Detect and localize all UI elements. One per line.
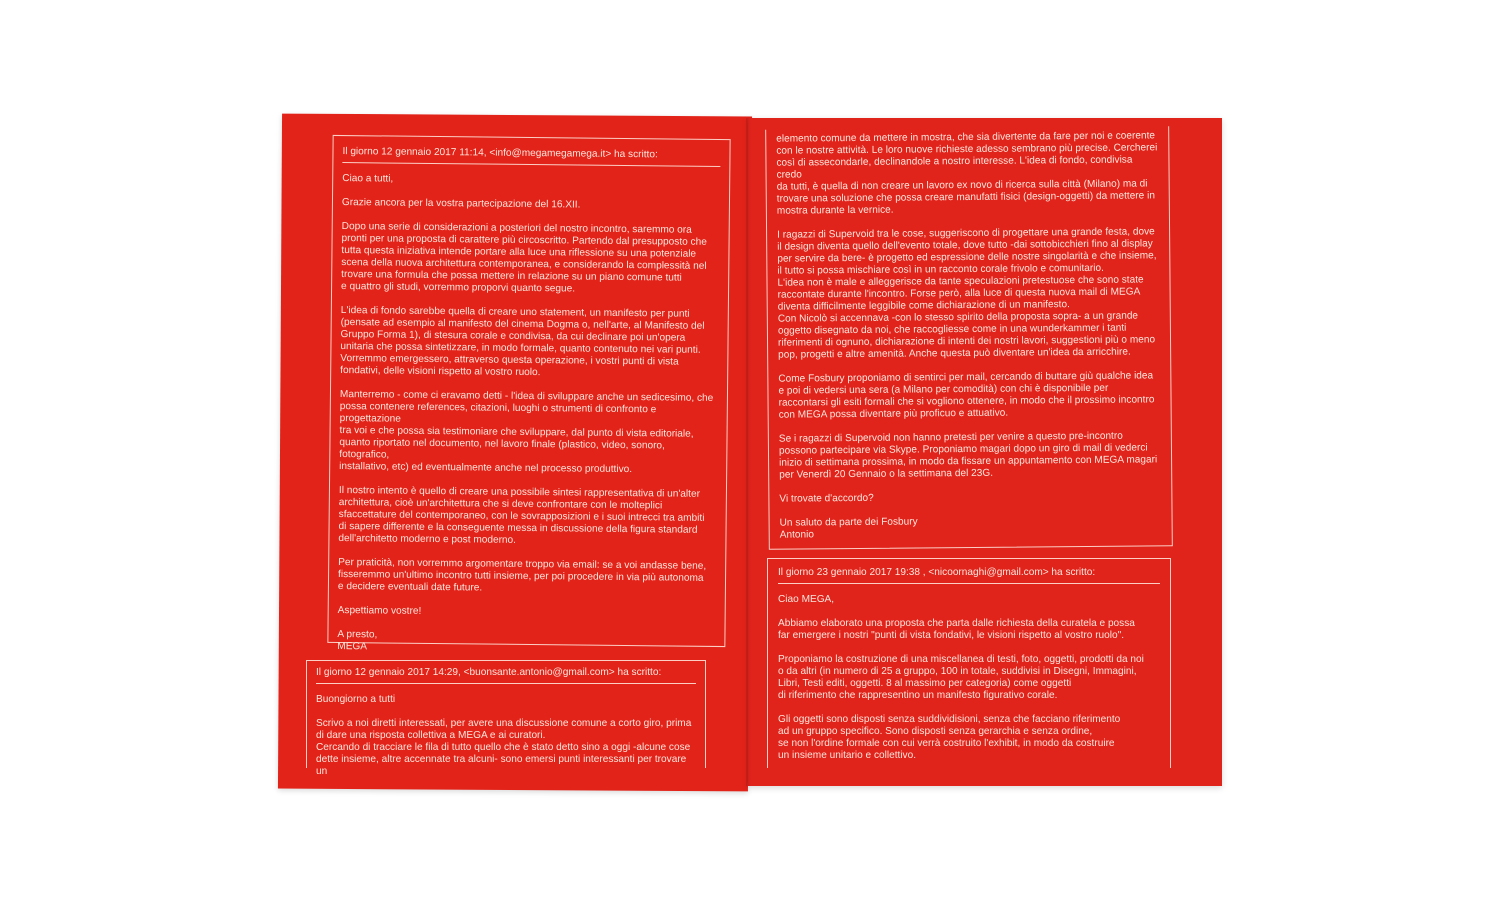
email-paragraph: Il nostro intento è quello di creare una possibile sintesi rappresentativa di un'alter architettura, cioè un'architettura che si deve confrontare con le molteplici sfaccettature del contemporaneo, con le sovrapposizioni e i suoi intrecci tra ambiti di sapere differente e la conseguente messa in discussione della figura standard dell'architetto moderno e post moderno. xyxy=(338,485,705,546)
email-signoff: Un saluto da parte dei Fosbury Antonio xyxy=(779,516,918,541)
email-paragraph: Come Fosbury proponiamo di sentirci per mail, cercando di buttare giù qualche idea e poi di vedersi una sera (a Milano per comodità) con chi è disponibile per raccontarsi gli esiti formali che si vogliono ottenere, in modo che il prossimo incontro con MEGA possa diventare più proficuo e attuativo. xyxy=(778,370,1155,421)
email-block-mega xyxy=(327,135,730,653)
email-paragraph: Grazie ancora per la vostra partecipazione del 16.XII. xyxy=(341,197,581,211)
email-header: Il giorno 12 gennaio 2017 14:29, <buonsante.antonio@gmail.com> ha scritto: xyxy=(316,667,696,684)
email-paragraph: L'idea di fondo sarebbe quella di creare uno statement, un manifesto per punti (pensate ad esempio al manifesto del cinema Dogma o, nell'arte, al Manifesto del Gruppo Forma 1), di stesura corale e condivisa, da cui declinare poi un'opera unitaria che possa sintetizzare, in modo formale, quanto contenuto nei vari punti. Vorremmo emergessero, attraverso questa operazione, i vostri punti di vista fondativi, delle visioni rispetto al vostro ruolo. xyxy=(340,305,705,379)
email-greeting: Ciao MEGA, xyxy=(778,594,835,605)
email-paragraph: Vi trovate d'accordo? xyxy=(779,492,874,505)
email-block-antonio xyxy=(306,660,706,777)
email-paragraph: Dopo una serie di considerazioni a posteriori del nostro incontro, saremmo ora pronti per una proposta di carattere più circoscritto. Partendo dal presupposto che tutta questa iniziativa intende portare alla luce una riflessione su una potenziale scena della nuova architettura contemporanea, e considerando la complessità nel trovare una formula che possa mettere in relazione su un piano comune tutti e quattro gli studi, vorremmo proporvi quanto segue. xyxy=(341,221,707,295)
email-paragraph: Scrivo a noi diretti interessati, per avere una discussione comune a corto giro, prima di dare una risposta collettiva a MEGA e ai curatori. Cercando di tracciare le fila di tutto quello che è stato detto sino a oggi -alcune cose dette insieme, altre accennate tra alcuni- sono emersi punti interessanti per trovare un xyxy=(316,718,692,777)
email-paragraph: Se i ragazzi di Supervoid non hanno pretesti per venire a questo pre-incontro possono partecipare via Skype. Proponiamo magari dopo un giro di mail di vederci inizio di settimana prossima, in modo da fissare un appuntamento con MEGA magari per Venerdì 20 Gennaio o la settimana del 23G. xyxy=(778,430,1158,481)
email-paragraph: Proponiamo la costruzione di una miscellanea di testi, foto, oggetti, prodotti da noi o da altri (in numero di 25 a gruppo, 100 in totale, suddivisi in Disegni, Immagini, Libri, Testi editi, oggetti. 8 al massimo per categoria) come oggetti di riferimento che rappresentino un manifesto figurativo corale. xyxy=(778,654,1144,701)
email-block-nico xyxy=(767,558,1171,768)
email-paragraph: Abbiamo elaborato una proposta che parta dalle richiesta della curatela e possa far emergere i nostri "punti di vista fondativi, le visioni rispetto al vostro ruolo". xyxy=(778,618,1135,641)
email-paragraph: Gli oggetti sono disposti senza suddividisioni, senza che facciano riferimento ad un gruppo specifico. Sono disposti senza gerarchia e senza ordine, se non l'ordine formale con cui verrà costruito l'exhibit, in modo da costruire un insieme unitario e collettivo. xyxy=(778,714,1121,761)
email-paragraph: Aspettiamo vostre! xyxy=(337,605,422,617)
email-paragraph: elemento comune da mettere in mostra, che sia divertente da fare per noi e coerente con le nostre attività. Le loro nuove richieste adesso sembrano più precise. Cercherei così di assecondarle, declinandole a nostro interesse. L'idea di fondo, condivisa credo da tutti, è quella di non creare un lavoro ex novo di ricerca sulla città (Milano) ma di trovare una soluzione che possa creare manufatti fisici (design-oggetti) da mettere in mostra durante la vernice. xyxy=(776,130,1158,217)
email-greeting: Ciao a tutti, xyxy=(342,173,394,185)
email-paragraph: Manterremo - come ci eravamo detti - l'idea di sviluppare anche un sedicesimo, che possa contenere references, citazioni, luoghi o strumenti di confronto e progettazione tra voi e che possa sia testimoniare che sviluppare, dal punto di vista editoriale, quanto riportato nel documento, nel lavoro finale (plastico, video, sonoro, fotografico, installativo, etc) ed eventualmente anche nel processo produttivo. xyxy=(339,389,714,476)
email-header: Il giorno 12 gennaio 2017 11:14, <info@megamegamega.it> ha scritto: xyxy=(342,146,720,167)
email-greeting: Buongiorno a tutti xyxy=(316,694,396,705)
email-header: Il giorno 23 gennaio 2017 19:38 , <nicoornaghi@gmail.com> ha scritto: xyxy=(778,567,1160,584)
email-block-antonio-continued xyxy=(765,126,1173,550)
email-signoff: A presto, MEGA xyxy=(337,629,378,653)
email-paragraph: I ragazzi di Supervoid tra le cose, suggeriscono di progettare una grande festa, dove il design diventa quello dell'evento totale, dove tutto -dai sottobicchieri fino al display per servire da bere- è progetto ed espressione delle nostre singolarità e che insieme, il tutto si possa mischiare così in un racconto corale frivolo e comunitario. L'idea non è male e alleggerisce da tante speculazioni pretestuose che sono state raccontate durante l'incontro. Forse però, alla luce di questa nuova mail di MEGA diventa difficilmente leggibile come dichiarazione di un manifesto. Con Nicolò si accennava -con lo stesso spirito della proposta sopra- a un grande oggetto disegnato da noi, che raccogliesse come in una wunderkammer i tanti riferimenti di ognuno, dichiarazione di intenti dei nostri lavori, suggestioni più o meno pop, progetti e altre amenità. Anche questa può diventare un'idea da arricchire. xyxy=(777,226,1157,361)
booklet-gutter xyxy=(746,118,751,786)
email-paragraph: Per praticità, non vorremmo argomentare troppo via email: se a voi andasse bene, fisseremmo un'ultimo incontro tutti insieme, per poi procedere in via più autonoma e decidere eventuali date future. xyxy=(337,557,707,594)
